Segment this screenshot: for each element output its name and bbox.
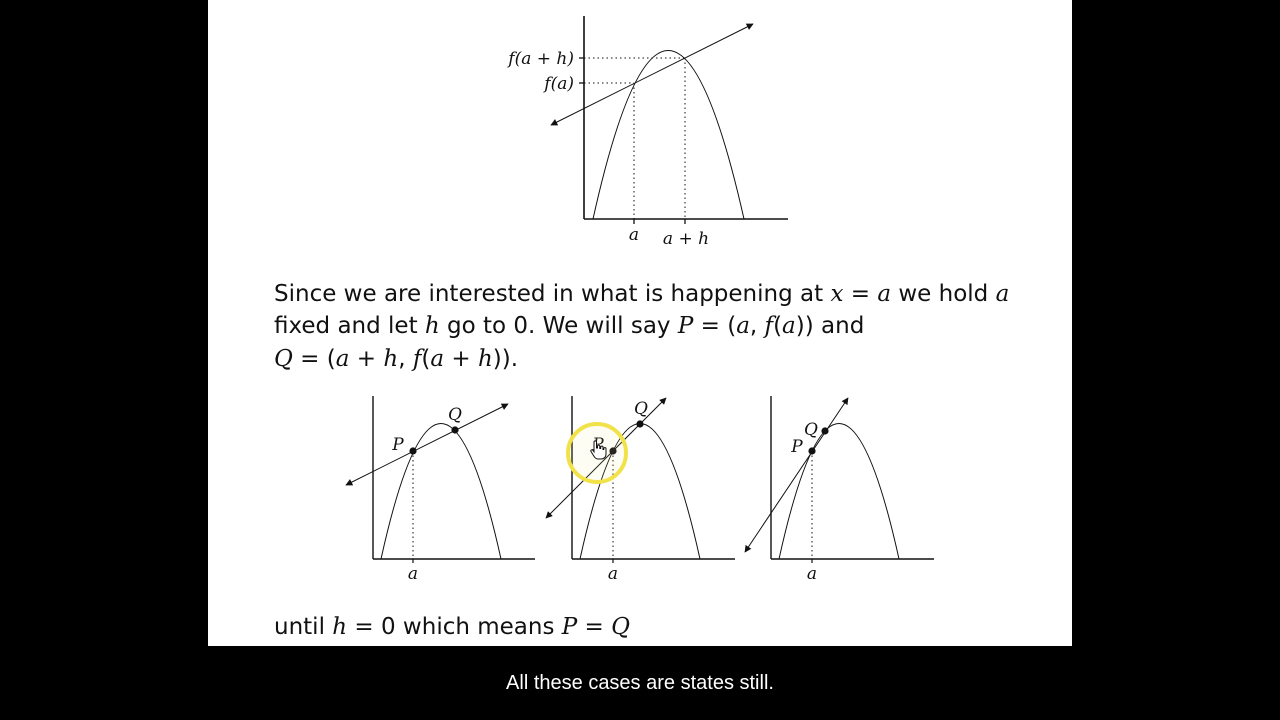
text-segment: , xyxy=(749,313,765,339)
var-P: P xyxy=(561,614,578,640)
point-q xyxy=(451,426,458,433)
text-segment: = xyxy=(577,614,612,640)
var-h: h xyxy=(424,313,440,339)
text-segment: )) and xyxy=(795,313,865,339)
var-h: h xyxy=(332,614,348,640)
var-a: a xyxy=(877,281,892,307)
var-a: a xyxy=(782,313,796,339)
text-segment: = ( xyxy=(693,313,737,339)
var-h: h xyxy=(477,346,493,372)
text-segment: ( xyxy=(421,346,431,372)
secant-graph-1 xyxy=(340,392,550,586)
paragraph-line-1 xyxy=(274,278,1009,310)
var-Q: Q xyxy=(611,614,631,640)
label-p: P xyxy=(392,435,404,455)
secant-line xyxy=(346,404,508,485)
equals: = xyxy=(843,281,878,307)
secant-line xyxy=(745,398,848,552)
text-segment: go to 0. We will say xyxy=(439,313,678,339)
point-q xyxy=(636,420,643,427)
label-q: Q xyxy=(448,405,462,425)
text-segment: = 0 which means xyxy=(347,614,562,640)
var-f: f xyxy=(412,346,422,372)
point-p xyxy=(409,447,416,454)
var-f: f xyxy=(764,313,774,339)
label-q: Q xyxy=(804,420,818,440)
var-a: a xyxy=(995,281,1010,307)
x-tick-label-a: a xyxy=(806,564,818,584)
x-tick-label-a: a xyxy=(407,564,419,584)
text-segment: + xyxy=(349,346,384,372)
y-tick-label-f-a-plus-h: f(a + h) xyxy=(508,49,574,69)
secant-graph-3 xyxy=(740,392,950,586)
x-tick-label-a: a xyxy=(628,225,640,245)
text-segment: + xyxy=(444,346,478,372)
var-a: a xyxy=(335,346,350,372)
var-a: a xyxy=(736,313,750,339)
presentation-slide xyxy=(208,0,1072,646)
point-p xyxy=(808,447,815,454)
secant-line-graph xyxy=(478,14,818,254)
x-tick-label-a-plus-h: a + h xyxy=(662,229,710,249)
secant-graph-2 xyxy=(540,392,750,586)
text-segment: ( xyxy=(773,313,783,339)
conclusion-line xyxy=(274,611,630,643)
y-tick-label-f-a: f(a) xyxy=(544,74,574,94)
text-segment: we hold xyxy=(891,281,996,307)
parabola-curve xyxy=(593,51,744,220)
text-segment: fixed and let xyxy=(274,313,425,339)
video-subtitle: All these cases are states still. xyxy=(506,672,774,694)
var-a: a xyxy=(430,346,445,372)
paragraph-line-3 xyxy=(274,343,518,375)
text-segment: until xyxy=(274,614,333,640)
text-segment: = ( xyxy=(292,346,336,372)
text-segment: , xyxy=(398,346,413,372)
text-segment: )). xyxy=(492,346,519,372)
label-p: P xyxy=(791,437,803,457)
x-tick-label-a: a xyxy=(607,564,619,584)
paragraph-line-2 xyxy=(274,310,864,342)
var-P: P xyxy=(677,313,694,339)
text-segment: Since we are interested in what is happening at xyxy=(274,281,831,307)
var-x: x xyxy=(830,281,844,307)
var-h: h xyxy=(383,346,399,372)
point-q xyxy=(821,427,828,434)
secant-line xyxy=(551,24,753,125)
label-q: Q xyxy=(634,399,648,419)
var-Q: Q xyxy=(274,346,293,372)
